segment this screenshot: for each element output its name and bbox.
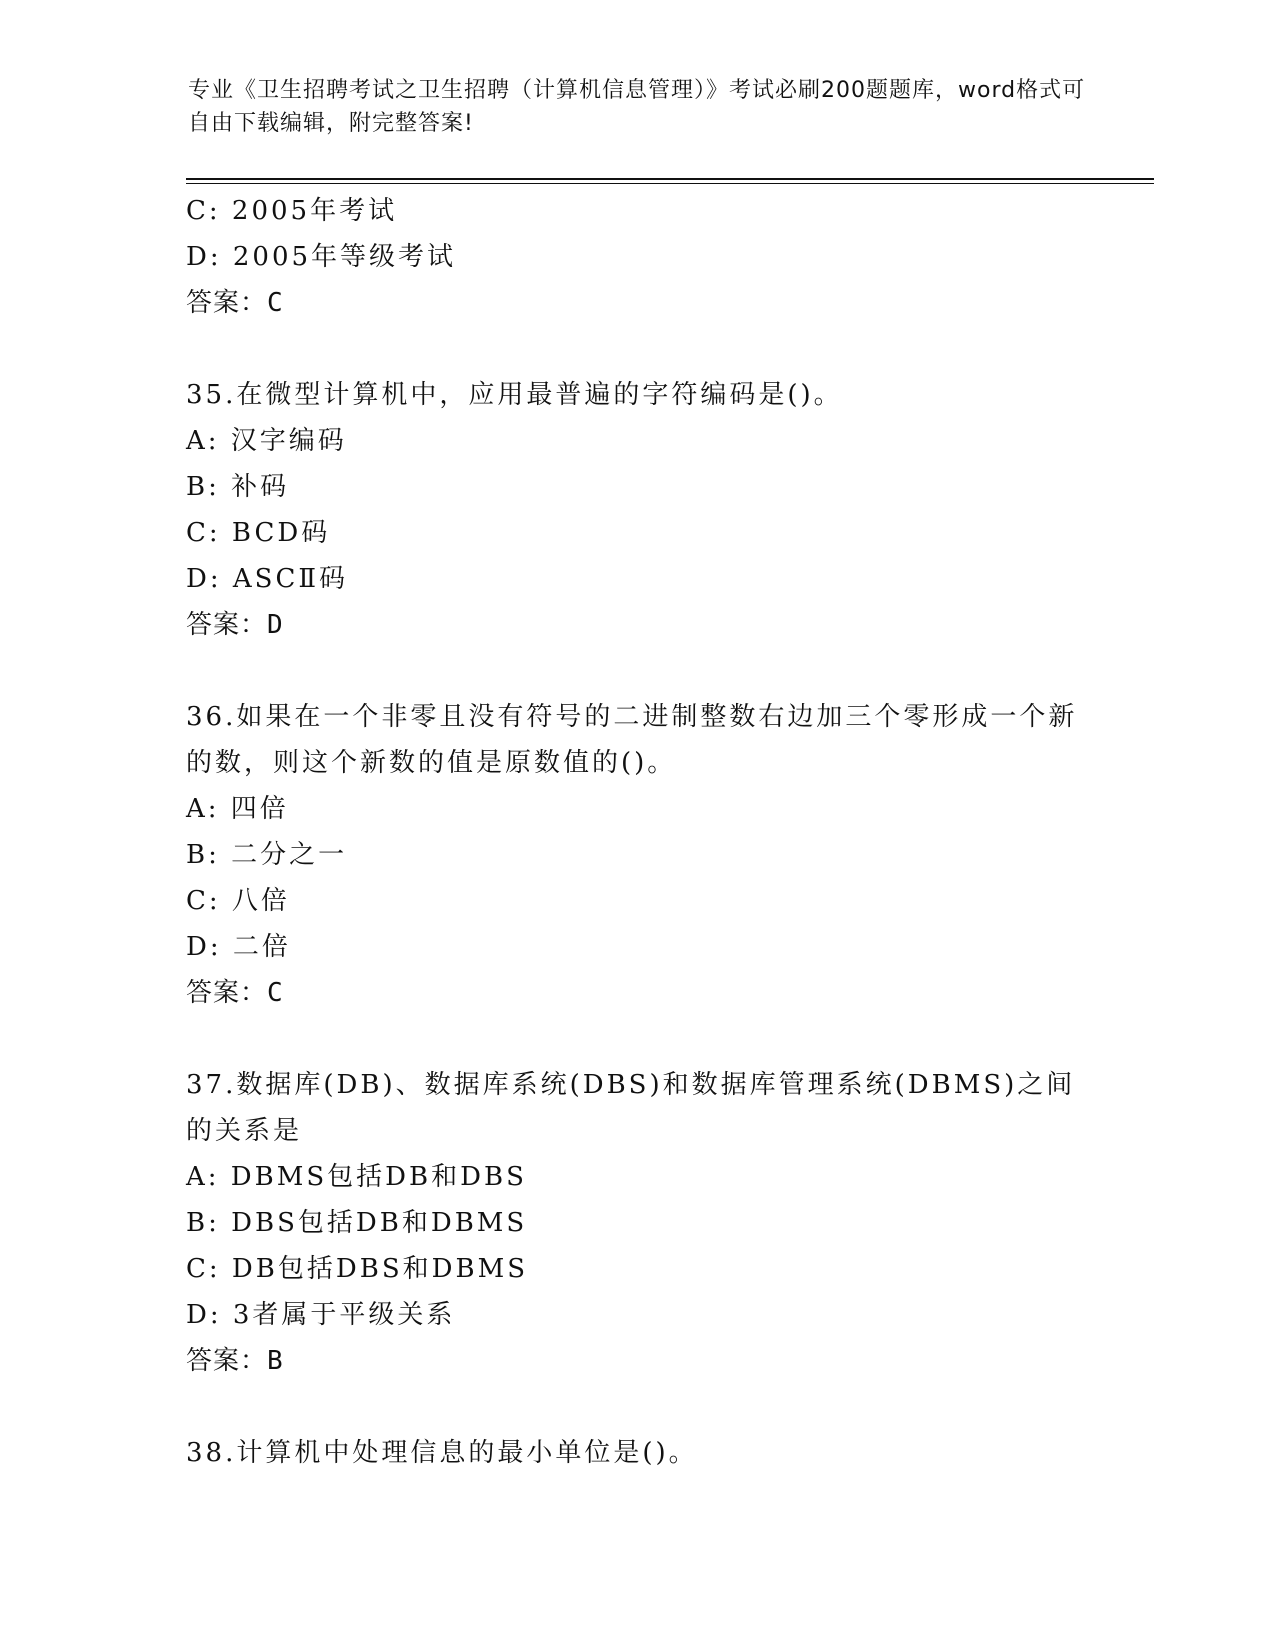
question-stem: 35.在微型计算机中，应用最普遍的字符编码是()。	[186, 380, 843, 410]
option-b: B: 补码	[186, 472, 290, 502]
option-d: D: 2005年等级考试	[186, 242, 457, 272]
question-34-continued	[186, 188, 1086, 326]
answer-line	[186, 602, 1086, 648]
option-b: B: 二分之一	[186, 840, 348, 870]
option-b: B: DBS包括DB和DBMS	[186, 1208, 528, 1238]
header-divider-thin	[186, 183, 1154, 184]
question-36	[186, 694, 1086, 1016]
option-d: D: 二倍	[186, 932, 291, 962]
option-a: A: 四倍	[186, 794, 289, 824]
answer-value: D	[267, 610, 284, 640]
answer-label: 答案：	[186, 610, 268, 640]
option-c: C: 八倍	[186, 886, 290, 916]
option-a: A: 汉字编码	[186, 426, 347, 456]
answer-value: C	[267, 978, 284, 1008]
option-c: C: BCD码	[186, 518, 331, 548]
option-d: D: 3者属于平级关系	[186, 1300, 456, 1330]
question-stem: 38.计算机中处理信息的最小单位是()。	[186, 1438, 698, 1468]
option-c: C: 2005年考试	[186, 196, 398, 226]
question-stem: 37.数据库(DB)、数据库系统(DBS)和数据库管理系统(DBMS)之间的关系是	[186, 1070, 1076, 1146]
answer-value: B	[267, 1346, 284, 1376]
answer-label: 答案：	[186, 288, 268, 318]
question-list	[186, 188, 1086, 1476]
option-a: A: DBMS包括DB和DBS	[186, 1162, 527, 1192]
question-stem: 36.如果在一个非零且没有符号的二进制整数右边加三个零形成一个新的数，则这个新数的值是原数值的()。	[186, 702, 1078, 778]
answer-line	[186, 970, 1086, 1016]
answer-value: C	[267, 288, 284, 318]
header-divider-thick	[186, 178, 1154, 180]
question-37	[186, 1062, 1086, 1384]
question-35	[186, 372, 1086, 648]
answer-label: 答案：	[186, 1346, 268, 1376]
document-header-title: 专业《卫生招聘考试之卫生招聘（计算机信息管理）》考试必刷200题题库，word格式可自由下载编辑，附完整答案!	[188, 78, 1086, 136]
question-38	[186, 1430, 1086, 1476]
option-d: D: ASCⅡ码	[186, 564, 349, 594]
answer-label: 答案：	[186, 978, 268, 1008]
answer-line	[186, 1338, 1086, 1384]
answer-line	[186, 280, 1086, 326]
option-c: C: DB包括DBS和DBMS	[186, 1254, 529, 1284]
